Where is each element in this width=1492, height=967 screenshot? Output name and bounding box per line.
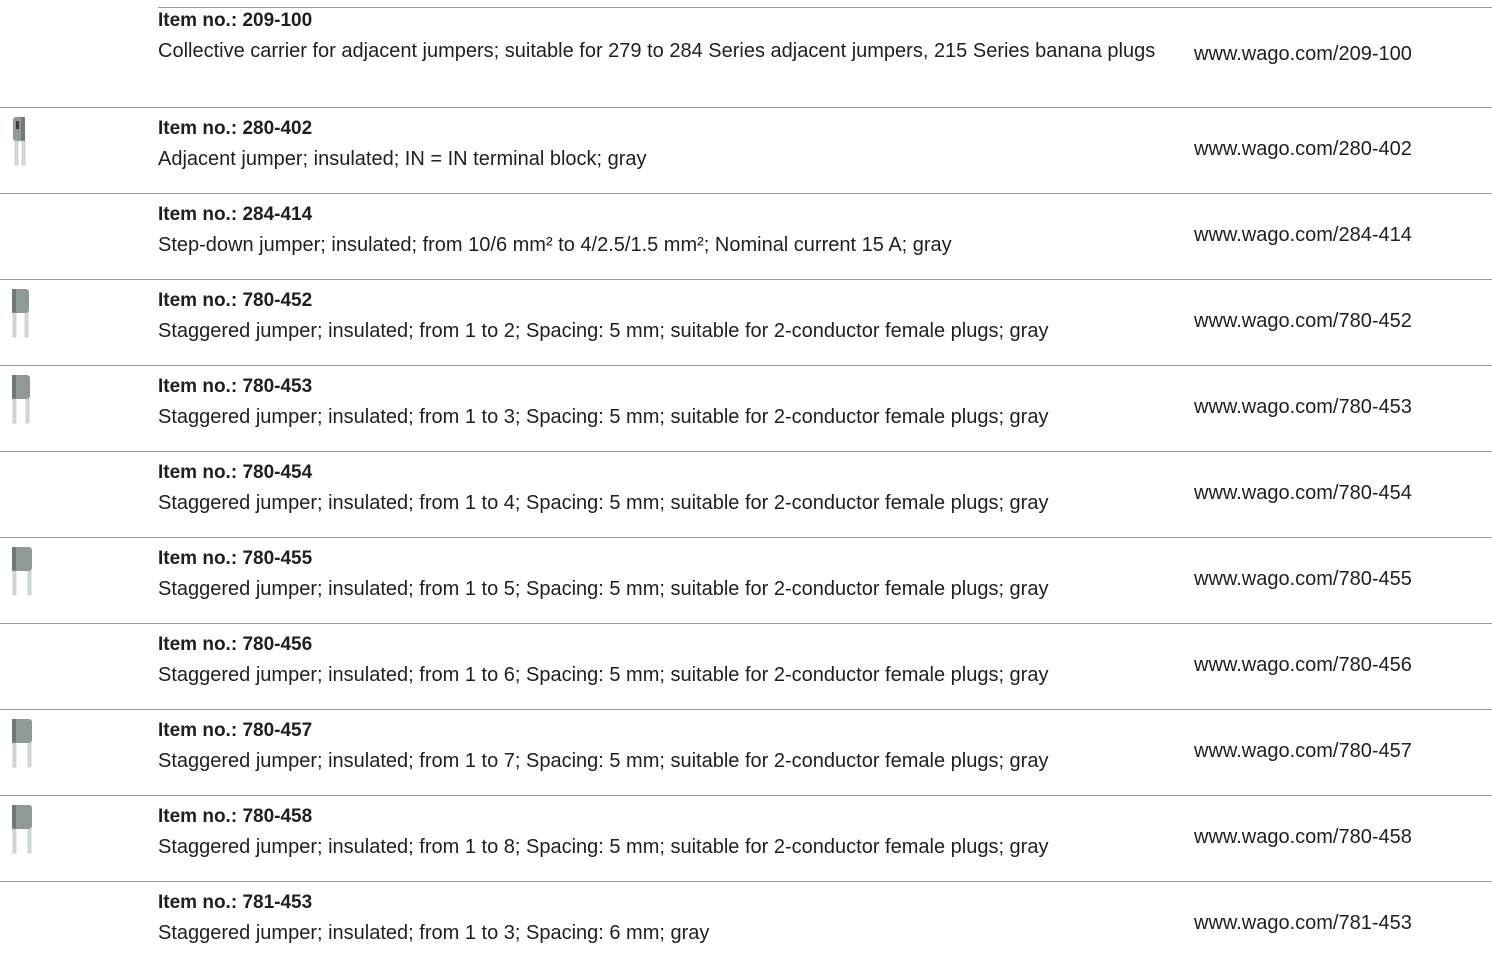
table-row <box>0 193 1492 279</box>
item-description: Staggered jumper; insulated; from 1 to 5; Spacing: 5 mm; suitable for 2-conductor female plugs; gray <box>158 578 1049 600</box>
table-row <box>0 365 1492 451</box>
item-text <box>158 203 1168 261</box>
product-link[interactable]: www.wago.com/209-100 <box>1194 43 1412 65</box>
item-description: Adjacent jumper; insulated; IN = IN terminal block; gray <box>158 148 647 170</box>
adjacent-jumper-icon <box>8 113 36 169</box>
item-text <box>158 289 1168 347</box>
item-number: Item no.: 780-454 <box>158 462 313 483</box>
table-row <box>0 0 1492 86</box>
product-link[interactable]: www.wago.com/780-453 <box>1194 396 1412 418</box>
item-text <box>158 375 1168 433</box>
item-description: Staggered jumper; insulated; from 1 to 2; Spacing: 5 mm; suitable for 2-conductor female plugs; gray <box>158 320 1049 342</box>
item-number: Item no.: 780-455 <box>158 548 313 569</box>
table-row <box>0 279 1492 365</box>
product-link[interactable]: www.wago.com/284-414 <box>1194 224 1412 246</box>
item-number: Item no.: 780-453 <box>158 376 313 397</box>
item-description: Staggered jumper; insulated; from 1 to 8; Spacing: 5 mm; suitable for 2-conductor female plugs; gray <box>158 836 1049 858</box>
item-description: Staggered jumper; insulated; from 1 to 3; Spacing: 6 mm; gray <box>158 922 710 944</box>
product-link[interactable]: www.wago.com/280-402 <box>1194 138 1412 160</box>
product-link[interactable]: www.wago.com/780-458 <box>1194 826 1412 848</box>
table-row <box>0 795 1492 881</box>
item-text <box>158 719 1168 777</box>
product-link[interactable]: www.wago.com/780-452 <box>1194 310 1412 332</box>
item-text <box>158 461 1168 519</box>
item-number: Item no.: 780-456 <box>158 634 313 655</box>
table-row <box>0 709 1492 795</box>
item-number: Item no.: 781-453 <box>158 892 313 913</box>
item-text <box>158 891 1168 949</box>
item-description: Staggered jumper; insulated; from 1 to 4; Spacing: 5 mm; suitable for 2-conductor female plugs; gray <box>158 492 1049 514</box>
item-text <box>158 9 1168 67</box>
item-number: Item no.: 780-452 <box>158 290 313 311</box>
table-row <box>0 537 1492 623</box>
item-number: Item no.: 209-100 <box>158 10 313 31</box>
staggered-jumper-icon <box>8 801 36 857</box>
staggered-jumper-icon <box>8 543 36 599</box>
table-row <box>0 107 1492 193</box>
item-description: Staggered jumper; insulated; from 1 to 7; Spacing: 5 mm; suitable for 2-conductor female plugs; gray <box>158 750 1049 772</box>
item-number: Item no.: 780-457 <box>158 720 313 741</box>
table-row <box>0 623 1492 709</box>
table-row <box>0 451 1492 537</box>
item-description: Staggered jumper; insulated; from 1 to 3; Spacing: 5 mm; suitable for 2-conductor female plugs; gray <box>158 406 1049 428</box>
table-row <box>0 881 1492 967</box>
item-text <box>158 805 1168 863</box>
item-description: Step-down jumper; insulated; from 10/6 mm² to 4/2.5/1.5 mm²; Nominal current 15 A; gray <box>158 234 952 256</box>
item-text <box>158 117 1168 175</box>
product-link[interactable]: www.wago.com/780-454 <box>1194 482 1412 504</box>
staggered-jumper-icon <box>8 371 36 427</box>
staggered-jumper-icon <box>8 285 36 341</box>
item-text <box>158 633 1168 691</box>
product-link[interactable]: www.wago.com/781-453 <box>1194 912 1412 934</box>
item-description: Staggered jumper; insulated; from 1 to 6; Spacing: 5 mm; suitable for 2-conductor female plugs; gray <box>158 664 1049 686</box>
product-link[interactable]: www.wago.com/780-457 <box>1194 740 1412 762</box>
item-number: Item no.: 780-458 <box>158 806 313 827</box>
item-number: Item no.: 280-402 <box>158 118 313 139</box>
item-description: Collective carrier for adjacent jumpers; suitable for 279 to 284 Series adjacent jumpers, 215 Series banana plugs <box>158 40 1156 62</box>
item-text <box>158 547 1168 605</box>
product-link[interactable]: www.wago.com/780-455 <box>1194 568 1412 590</box>
staggered-jumper-icon <box>8 715 36 771</box>
product-link[interactable]: www.wago.com/780-456 <box>1194 654 1412 676</box>
item-number: Item no.: 284-414 <box>158 204 313 225</box>
